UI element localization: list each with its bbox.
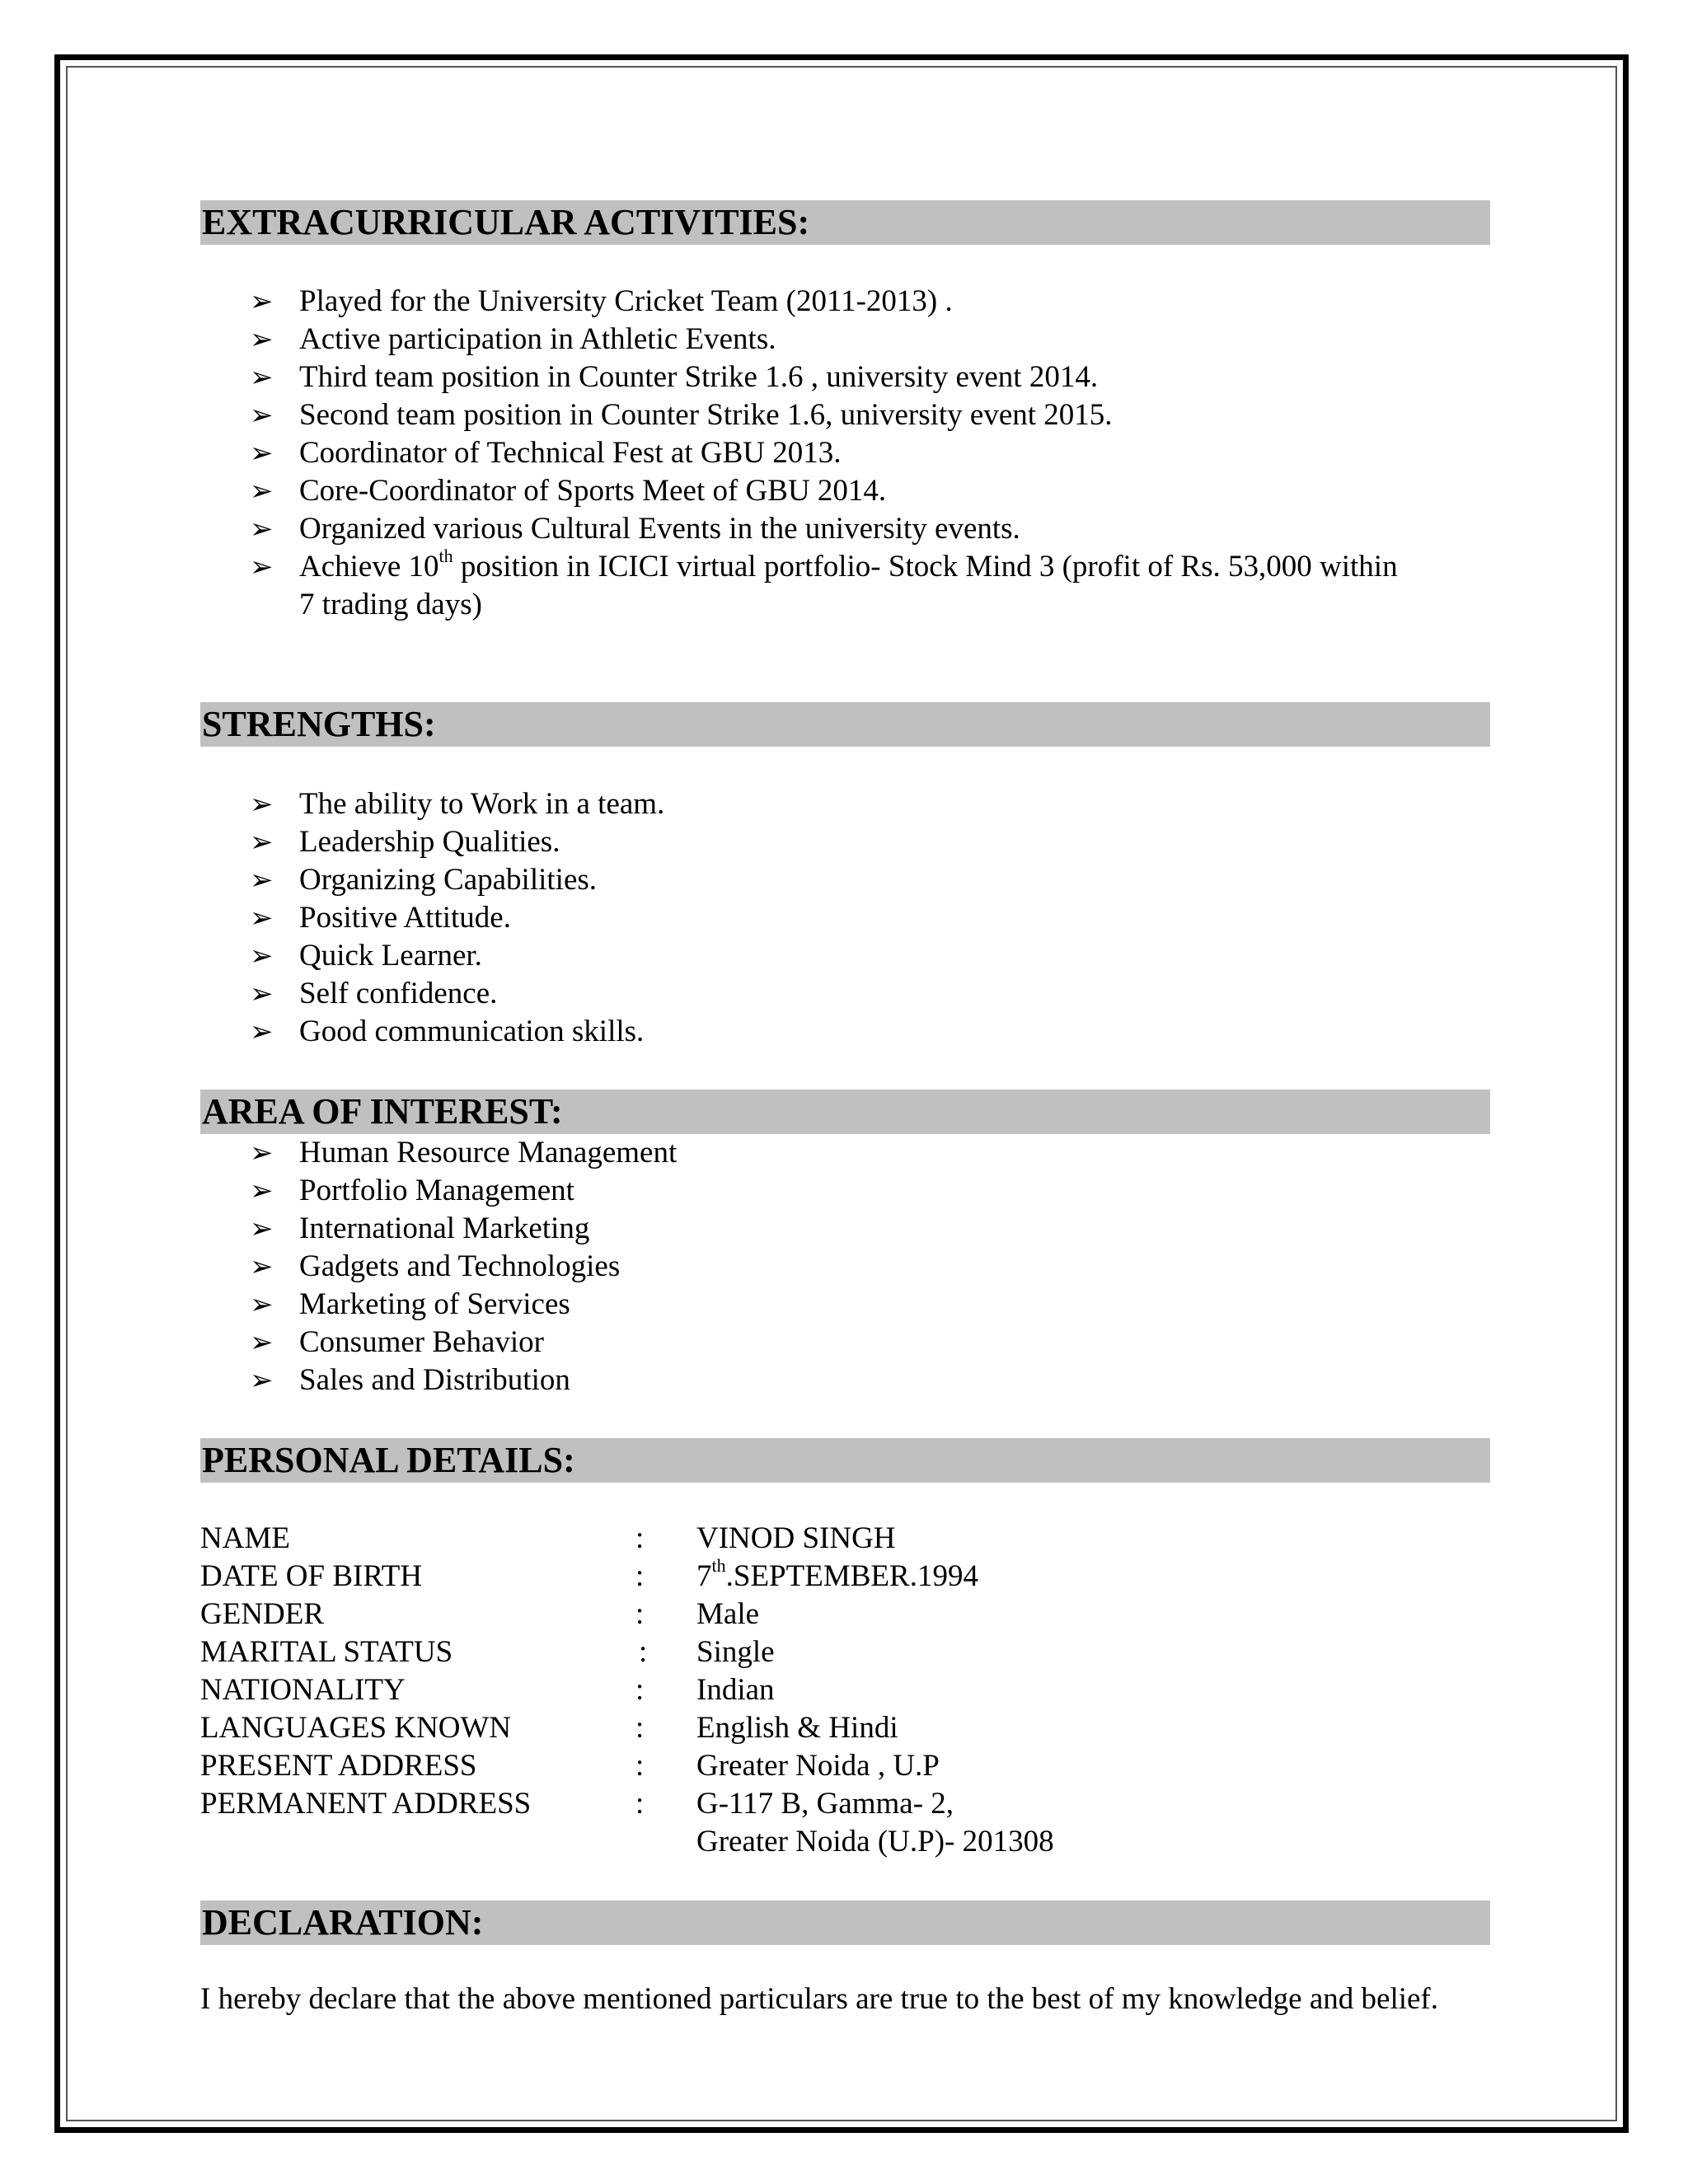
arrow-bullet-icon: ➢	[250, 826, 274, 859]
arrow-bullet-icon: ➢	[250, 788, 274, 821]
detail-row-name	[200, 1520, 1490, 1558]
detail-colon: :	[639, 1635, 648, 1669]
arrow-bullet-icon: ➢	[250, 551, 274, 583]
detail-colon: :	[635, 1749, 645, 1783]
detail-value: Male	[696, 1597, 760, 1631]
strengths-heading: STRENGTHS:	[200, 702, 1490, 747]
detail-value	[696, 1785, 1490, 1861]
list-item	[200, 1013, 1490, 1051]
list-item	[200, 861, 1490, 899]
list-item	[200, 1361, 1490, 1399]
address-line-1: G-117 B, Gamma- 2,	[696, 1787, 954, 1821]
list-item	[200, 321, 1490, 359]
arrow-bullet-icon: ➢	[250, 1288, 274, 1321]
list-item	[200, 1210, 1490, 1248]
list-item-text: Gadgets and Technologies	[299, 1249, 621, 1283]
arrow-bullet-icon: ➢	[250, 361, 274, 394]
list-item-text: Human Resource Management	[299, 1136, 678, 1169]
detail-row-gender	[200, 1596, 1490, 1633]
list-item-text: Consumer Behavior	[299, 1325, 544, 1359]
detail-label: NAME	[200, 1521, 290, 1555]
interests-list	[200, 1134, 1490, 1399]
detail-label: GENDER	[200, 1597, 325, 1631]
arrow-bullet-icon: ➢	[250, 864, 274, 897]
arrow-bullet-icon: ➢	[250, 475, 274, 508]
list-item	[200, 823, 1490, 861]
list-item-text: International Marketing	[299, 1212, 590, 1245]
ordinal-superscript: th	[711, 1554, 726, 1576]
arrow-bullet-icon: ➢	[250, 1364, 274, 1397]
list-item-text: Achieve 10	[299, 550, 439, 583]
detail-row-present-address	[200, 1747, 1490, 1785]
detail-value	[696, 1554, 1490, 1596]
extracurricular-list	[200, 283, 1490, 624]
list-item-text: Active participation in Athletic Events.	[299, 322, 776, 356]
detail-value: Greater Noida , U.P	[696, 1749, 940, 1783]
detail-value: VINOD SINGH	[696, 1521, 896, 1555]
list-item-text: Portfolio Management	[299, 1174, 574, 1207]
list-item-text: Quick Learner.	[299, 939, 482, 972]
detail-value: Single	[696, 1635, 775, 1669]
detail-row-date-of-birth	[200, 1554, 1490, 1596]
list-item	[200, 545, 1490, 624]
personal-details-heading: PERSONAL DETAILS:	[200, 1438, 1490, 1483]
detail-colon: :	[635, 1787, 645, 1821]
dob-day: 7	[696, 1559, 712, 1593]
list-item	[200, 1324, 1490, 1361]
list-item-text: Played for the University Cricket Team (2011-2013) .	[299, 284, 953, 318]
detail-colon: :	[635, 1673, 645, 1707]
arrow-bullet-icon: ➢	[250, 940, 274, 972]
arrow-bullet-icon: ➢	[250, 323, 274, 356]
list-item-text: Coordinator of Technical Fest at GBU 2013.	[299, 436, 842, 470]
list-item-text: The ability to Work in a team.	[299, 787, 665, 821]
list-item	[200, 1286, 1490, 1324]
arrow-bullet-icon: ➢	[250, 1250, 274, 1283]
declaration-text: I hereby declare that the above mentioned particulars are true to the best of my knowledge and belief.	[200, 1982, 1439, 2016]
arrow-bullet-icon: ➢	[250, 1212, 274, 1245]
list-item	[200, 1134, 1490, 1172]
list-item-text: Good communication skills.	[299, 1015, 645, 1048]
list-item	[200, 937, 1490, 975]
list-item	[200, 1248, 1490, 1286]
list-item-text: Organized various Cultural Events in the university events.	[299, 512, 1020, 546]
detail-label: DATE OF BIRTH	[200, 1559, 423, 1593]
detail-label: MARITAL STATUS	[200, 1635, 453, 1669]
list-item	[200, 785, 1490, 823]
detail-row-nationality	[200, 1671, 1490, 1709]
list-item-text: Second team position in Counter Strike 1.6, university event 2015.	[299, 398, 1113, 432]
list-item	[200, 283, 1490, 321]
list-item	[200, 434, 1490, 472]
arrow-bullet-icon: ➢	[250, 437, 274, 470]
detail-colon: :	[635, 1559, 645, 1593]
detail-value: Indian	[696, 1673, 775, 1707]
detail-colon: :	[635, 1521, 645, 1555]
detail-label: NATIONALITY	[200, 1673, 406, 1707]
detail-label: LANGUAGES KNOWN	[200, 1711, 512, 1745]
list-item-text: Sales and Distribution	[299, 1363, 570, 1397]
list-item-text: Core-Coordinator of Sports Meet of GBU 2014.	[299, 474, 887, 508]
ordinal-superscript: th	[438, 545, 453, 566]
arrow-bullet-icon: ➢	[250, 902, 274, 935]
arrow-bullet-icon: ➢	[250, 1326, 274, 1359]
arrow-bullet-icon: ➢	[250, 1015, 274, 1048]
list-item	[200, 472, 1490, 510]
strengths-list	[200, 785, 1490, 1051]
personal-details-table	[200, 1520, 1490, 1861]
list-item-text: Positive Attitude.	[299, 901, 511, 935]
list-item-text-continued: position in ICICI virtual portfolio- Stock Mind 3 (profit of Rs. 53,000 within 7 trading days)	[299, 550, 1398, 621]
list-item	[200, 396, 1490, 434]
list-item	[200, 899, 1490, 937]
list-item	[200, 975, 1490, 1013]
declaration-heading: DECLARATION:	[200, 1900, 1490, 1945]
list-item-text: Self confidence.	[299, 977, 498, 1010]
detail-label: PERMANENT ADDRESS	[200, 1787, 532, 1821]
list-item	[200, 359, 1490, 396]
extracurricular-heading: EXTRACURRICULAR ACTIVITIES:	[200, 200, 1490, 245]
list-item-text: Marketing of Services	[299, 1287, 570, 1321]
list-item-text: Third team position in Counter Strike 1.6 , university event 2014.	[299, 360, 1099, 394]
detail-label: PRESENT ADDRESS	[200, 1749, 477, 1783]
detail-value: English & Hindi	[696, 1711, 898, 1745]
list-item	[200, 1172, 1490, 1210]
arrow-bullet-icon: ➢	[250, 1174, 274, 1207]
list-item-text: Organizing Capabilities.	[299, 863, 598, 897]
list-item	[200, 510, 1490, 548]
detail-row-languages	[200, 1709, 1490, 1747]
address-line-2: Greater Noida (U.P)- 201308	[696, 1825, 1054, 1858]
arrow-bullet-icon: ➢	[250, 285, 274, 318]
detail-row-marital-status	[200, 1633, 1490, 1671]
list-item-text: Leadership Qualities.	[299, 825, 560, 859]
arrow-bullet-icon: ➢	[250, 399, 274, 432]
detail-colon: :	[635, 1597, 645, 1631]
interests-heading: AREA OF INTEREST:	[200, 1090, 1490, 1134]
detail-row-permanent-address	[200, 1785, 1490, 1861]
dob-month-year: .SEPTEMBER.1994	[725, 1559, 978, 1593]
arrow-bullet-icon: ➢	[250, 513, 274, 546]
arrow-bullet-icon: ➢	[250, 1137, 274, 1169]
detail-colon: :	[635, 1711, 645, 1745]
arrow-bullet-icon: ➢	[250, 977, 274, 1010]
